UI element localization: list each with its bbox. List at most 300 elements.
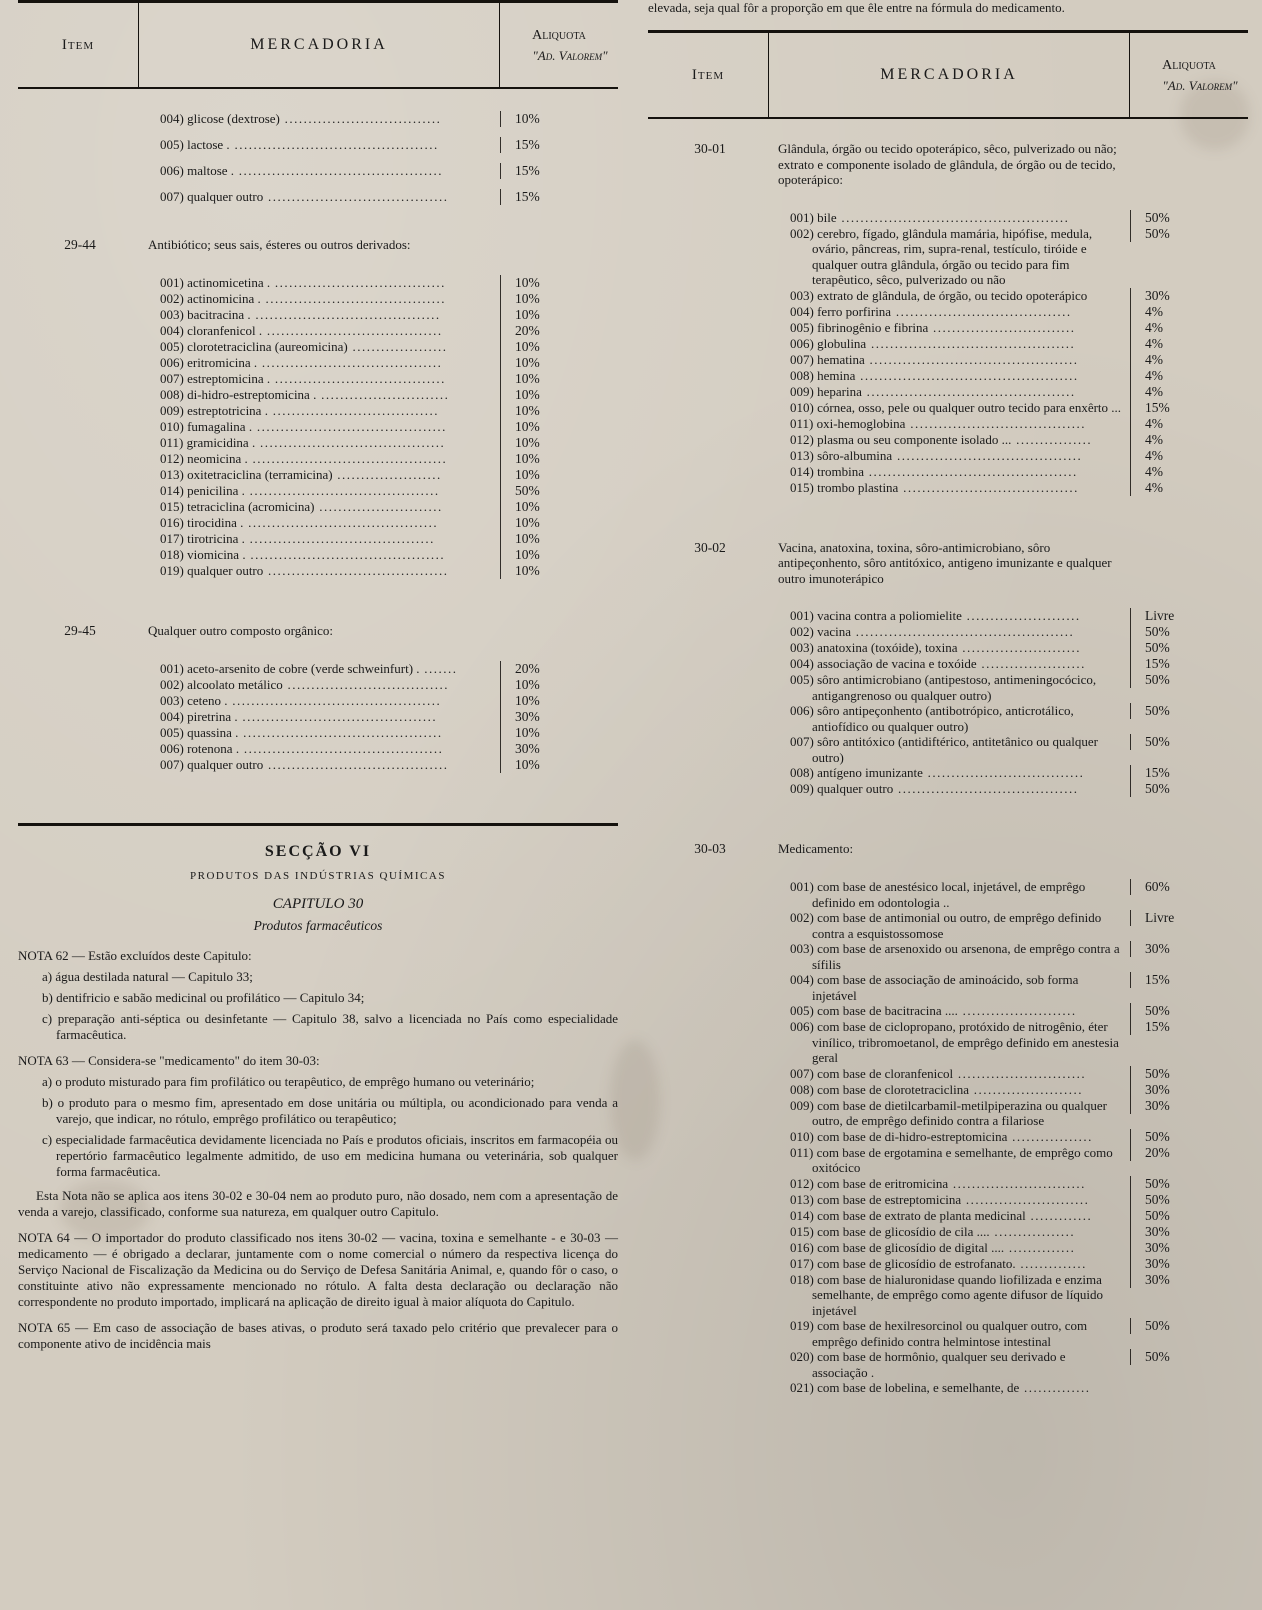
row-spacer [648, 1418, 1248, 1440]
row-code: 006) [790, 703, 814, 718]
header-item: Item [61, 36, 95, 53]
row-desc-text: fibrinogênio e fibrina [817, 319, 929, 335]
row-desc-text: glicose (dextrose) [187, 111, 280, 126]
group-title: Glândula, órgão ou tecido opoterápico, sêco, pulverizado ou não; extrato e componente isolado de glândula, de órgão ou de tecido, opoterápico: [778, 141, 1117, 187]
row-code: 004) [790, 303, 814, 319]
row-desc-text: com base de di-hidro-estreptomicina [817, 1128, 1008, 1144]
row-rate: 10% [500, 757, 618, 773]
row-description [768, 288, 1130, 304]
leader-dots: ........................................ [252, 419, 447, 434]
row-rate: 4% [1130, 320, 1248, 336]
leader-dots: ....................................... [892, 447, 1083, 463]
row-desc-text: com base de hexilresorcinol ou qualquer outro, com emprêgo definido contra helmintose intestinal [812, 1318, 1088, 1349]
leader-dots: ....... [419, 661, 458, 676]
table-row [648, 1082, 1248, 1098]
row-description [768, 1318, 1130, 1349]
table-row [18, 483, 618, 499]
leader-dots: ..................................... [262, 323, 443, 338]
leader-dots: ............................................ [227, 693, 442, 708]
leader-dots: .................... [347, 339, 448, 354]
row-description [768, 1098, 1130, 1129]
row-code: 001) [790, 879, 814, 894]
row-rate: 15% [1130, 1019, 1248, 1035]
row-description [768, 226, 1130, 288]
row-rate: 50% [1130, 1208, 1248, 1224]
row-description [138, 163, 500, 179]
nota-text: Estão excluídos deste Capitulo: [88, 948, 252, 963]
row-rate: Livre [1130, 910, 1248, 926]
row-desc-text: sôro antitóxico (antidiftérico, antitetânico ou qualquer outro) [812, 734, 1098, 765]
row-rate: 50% [1130, 1066, 1248, 1082]
leader-dots: ................................... [267, 403, 439, 418]
row-desc-text: viomicina . [187, 547, 246, 562]
table-row [18, 677, 618, 693]
row-description [138, 531, 500, 547]
row-desc-text: actinomicetina . [187, 275, 271, 290]
row-rate: 60% [1130, 879, 1248, 895]
row-desc-text: anatoxina (toxóide), toxina [817, 640, 958, 655]
row-description [768, 781, 1130, 797]
table-bottom-rule [18, 823, 618, 826]
table-row [648, 1145, 1248, 1176]
table-row [18, 515, 618, 531]
nota-label: NOTA 65 — [18, 1320, 89, 1335]
row-code: 003) [160, 693, 184, 708]
row-code: 007) [160, 371, 184, 386]
row-rate: 50% [1130, 1192, 1248, 1208]
row-description [768, 304, 1130, 320]
row-rate: 15% [500, 163, 618, 179]
row-rate: 30% [1130, 1256, 1248, 1272]
row-description [138, 307, 500, 323]
leader-dots: ............................................ [864, 463, 1078, 479]
right-table-rows [648, 119, 1248, 1440]
table-row [648, 734, 1248, 765]
row-rate: 10% [500, 419, 618, 435]
row-code: 021) [790, 1380, 814, 1395]
table-row [18, 355, 618, 371]
table-row [18, 725, 618, 741]
table-row [648, 1349, 1248, 1380]
row-desc-text: sôro-albumina [817, 447, 893, 463]
row-description [138, 467, 500, 483]
row-description [768, 608, 1130, 624]
row-rate: 4% [1130, 464, 1248, 480]
row-code: 017) [790, 1255, 814, 1271]
row-desc-text: associação de vacina e toxóide [817, 656, 977, 671]
row-code: 011) [160, 435, 184, 450]
leader-dots: .................................. [282, 677, 449, 692]
row-rate: 10% [500, 677, 618, 693]
table-row [648, 703, 1248, 734]
row-desc-text: maltose . [187, 163, 235, 178]
row-code: 005) [160, 339, 184, 354]
row-rate: 4% [1130, 304, 1248, 320]
row-desc-text: com base de lobelina, e semelhante, de [817, 1380, 1020, 1395]
leader-dots: ......................................... [237, 709, 438, 724]
leader-dots: ............................................ [864, 351, 1079, 367]
row-description [768, 400, 1130, 416]
row-item-code: 30-01 [694, 141, 726, 156]
table-row [18, 623, 618, 639]
row-rate: 30% [500, 741, 618, 757]
row-description [768, 734, 1130, 765]
row-description [768, 352, 1130, 368]
group-title: Medicamento: [778, 841, 854, 856]
row-rate: 10% [500, 467, 618, 483]
table-row [648, 972, 1248, 1003]
row-description [768, 910, 1130, 941]
row-desc-text: córnea, osso, pele ou qualquer outro tecido para enxêrto ... [817, 399, 1122, 415]
row-description [138, 741, 500, 757]
row-desc-text: com base de antimonial ou outro, de emprêgo definido contra a esquistossomose [812, 910, 1102, 941]
row-code: 016) [790, 1239, 814, 1255]
leader-dots: ..................................... [905, 415, 1086, 431]
header-aliquota-sub: "Ad. Valorem" [1162, 77, 1238, 93]
row-description [768, 1272, 1130, 1319]
row-code: 019) [160, 563, 184, 578]
leader-dots: ...................................... [263, 563, 449, 578]
table-row [18, 547, 618, 563]
nota-paragraph-extra: Esta Nota não se aplica aos itens 30-02 e 30-04 nem ao produto puro, não dosado, nem com a apresentação de venda a varejo, classificado, conforme sua natureza, em qualquer outro Capitulo. [18, 1188, 618, 1219]
table-row [648, 1192, 1248, 1208]
table-row [648, 1098, 1248, 1129]
row-rate: 10% [500, 693, 618, 709]
row-description [768, 1380, 1130, 1396]
table-row [648, 141, 1248, 188]
header-item: Item [691, 66, 725, 83]
row-desc-text: ferro porfirina [817, 303, 892, 319]
row-desc-text: bile [817, 209, 837, 225]
row-spacer [18, 579, 618, 601]
table-row [18, 435, 618, 451]
row-rate: 30% [1130, 1224, 1248, 1240]
table-row [648, 781, 1248, 797]
row-spacer [648, 188, 1248, 210]
row-rate: 50% [1130, 781, 1248, 797]
row-desc-text: estreptomicina . [187, 371, 271, 386]
row-desc-text: ceteno . [187, 693, 228, 708]
row-code: 006) [790, 335, 814, 351]
row-rate: 50% [1130, 226, 1248, 242]
table-row [18, 137, 618, 153]
row-code: 014) [790, 463, 814, 479]
table-row [648, 1256, 1248, 1272]
row-rate: 10% [500, 307, 618, 323]
table-row [648, 1272, 1248, 1319]
nota-label: NOTA 63 — [18, 1053, 85, 1068]
row-rate: 4% [1130, 368, 1248, 384]
row-rate: 10% [500, 531, 618, 547]
row-code: 011) [790, 1144, 814, 1160]
row-code: 002) [160, 677, 184, 692]
row-rate: 50% [1130, 1176, 1248, 1192]
leader-dots: ........................................... [866, 335, 1076, 351]
row-code: 005) [160, 137, 184, 152]
leader-dots: .............................................. [855, 367, 1079, 383]
row-code: 006) [160, 355, 184, 370]
row-spacer [18, 639, 618, 661]
row-rate: 50% [1130, 1003, 1248, 1019]
nota-text: Considera-se "medicamento" do item 30-03: [88, 1053, 320, 1068]
row-rate: 10% [500, 371, 618, 387]
right-column [648, 0, 1248, 1610]
leader-dots: ...................... [976, 656, 1086, 671]
row-rate: 30% [500, 709, 618, 725]
table-row [648, 624, 1248, 640]
table-row [648, 1129, 1248, 1145]
row-code: 001) [160, 275, 184, 290]
row-description [768, 210, 1130, 226]
row-description [768, 320, 1130, 336]
row-rate: 10% [500, 499, 618, 515]
nota-label: NOTA 64 — [18, 1230, 88, 1245]
row-description [768, 480, 1130, 496]
row-code: 010) [160, 419, 184, 434]
row-rate: 10% [500, 387, 618, 403]
row-description [768, 1082, 1130, 1098]
row-rate: 4% [1130, 448, 1248, 464]
row-description [768, 672, 1130, 703]
leader-dots: ................. [989, 1223, 1076, 1239]
row-rate: 4% [1130, 336, 1248, 352]
row-rate: 4% [1130, 352, 1248, 368]
row-desc-text: alcoolato metálico [187, 677, 283, 692]
leader-dots: ........................................... [229, 137, 439, 152]
row-code: 008) [790, 765, 814, 780]
table-row [18, 757, 618, 773]
row-code: 010) [790, 399, 814, 415]
table-row [18, 499, 618, 515]
table-row [18, 275, 618, 291]
row-desc-text: bacitracina . [187, 307, 251, 322]
leader-dots: ...................................... [260, 291, 446, 306]
table-row [648, 226, 1248, 288]
row-description [138, 323, 500, 339]
row-rate: 4% [1130, 432, 1248, 448]
row-spacer [648, 518, 1248, 540]
row-rate: 50% [1130, 640, 1248, 656]
row-description [138, 677, 500, 693]
row-rate: 15% [500, 189, 618, 205]
row-desc-text: com base de dietilcarbamil-metilpiperazina ou qualquer outro, de emprêgo definido contra a filariose [812, 1097, 1107, 1128]
row-description [138, 339, 500, 355]
table-header-right [648, 30, 1248, 119]
row-description [768, 1208, 1130, 1224]
leader-dots: ....................................... [250, 307, 441, 322]
nota-paragraph [18, 948, 618, 964]
table-row [648, 1176, 1248, 1192]
row-rate: 10% [500, 547, 618, 563]
row-rate: 30% [1130, 288, 1248, 304]
row-desc-text: trombo plastina [817, 479, 899, 495]
row-code: 004) [160, 709, 184, 724]
row-rate: 50% [1130, 624, 1248, 640]
row-code: 002) [790, 624, 814, 639]
row-spacer [18, 601, 618, 623]
row-rate: 15% [1130, 400, 1248, 416]
section-subheading: PRODUTOS DAS INDÚSTRIAS QUÍMICAS [190, 870, 446, 882]
row-rate: 10% [500, 515, 618, 531]
row-desc-text: fumagalina . [187, 419, 253, 434]
table-row [648, 400, 1248, 416]
table-row [648, 1208, 1248, 1224]
row-code: 007) [160, 757, 184, 772]
leader-dots: ................................. [279, 111, 442, 126]
row-code: 003) [790, 941, 814, 956]
table-header-left [18, 0, 618, 89]
row-description [138, 137, 500, 153]
row-code: 013) [160, 467, 184, 482]
leader-dots: .............. [1015, 1255, 1087, 1271]
row-spacer [18, 215, 618, 237]
row-rate: 15% [1130, 972, 1248, 988]
table-row [18, 323, 618, 339]
row-rate: 30% [1130, 1272, 1248, 1288]
left-column [18, 0, 618, 1610]
section-vi-block [18, 844, 618, 1352]
row-desc-text: com base de estreptomicina [817, 1191, 962, 1207]
row-desc-text: com base de glicosídio de estrofanato. [817, 1255, 1016, 1271]
row-desc-text: eritromicina . [187, 355, 258, 370]
nota-text: O importador do produto classificado nos itens 30-02 — vacina, toxina e semelhante - e 30-03 — medicamento — é obrigado a declarar, juntamente com o nome comercial o número da respectiva licença do Serviço Nacional de Fiscalização da Medicina ou do Serviço de Defesa Sanitária Animal, e, quando fôr o caso, o constituinte ativo não expressamente mencionado no rótulo. A falta desta declaração ou declaração não correspondente no produto importado, implicará na aplicação de direito igual à maior alíquota do Capitulo. [18, 1230, 618, 1309]
row-desc-text: oxitetraciclina (terramicina) [187, 467, 333, 482]
row-spacer [18, 795, 618, 817]
leader-dots: .............. [1019, 1380, 1091, 1395]
row-code: 003) [160, 307, 184, 322]
row-description [138, 563, 500, 579]
row-desc-text: vacina [817, 624, 852, 639]
row-description [768, 336, 1130, 352]
row-code: 003) [790, 287, 814, 303]
row-description [768, 703, 1130, 734]
row-spacer [18, 205, 618, 215]
row-description [768, 1192, 1130, 1208]
row-desc-text: sôro antipeçonhento (antibotrópico, anticrotálico, antiofídico ou qualquer outro) [812, 703, 1074, 734]
left-table-rows [18, 89, 618, 826]
row-description [768, 1224, 1130, 1240]
table-row [18, 111, 618, 127]
row-desc-text: di-hidro-estreptomicina . [187, 387, 317, 402]
row-desc-text: heparina [817, 383, 862, 399]
table-row [18, 531, 618, 547]
row-rate: 4% [1130, 416, 1248, 432]
row-rate: 30% [1130, 1098, 1248, 1114]
chapter-subheading: Produtos farmacêuticos [253, 918, 383, 933]
row-desc-text: tirocidina . [187, 515, 244, 530]
row-description [768, 1176, 1130, 1192]
row-code: 008) [160, 387, 184, 402]
row-rate: 10% [500, 291, 618, 307]
leader-dots: ................................................ [836, 209, 1070, 225]
row-code: 001) [790, 608, 814, 623]
row-code: 002) [160, 291, 184, 306]
row-code: 004) [160, 111, 184, 126]
row-desc-text: actinomicina . [187, 291, 261, 306]
row-desc-text: tirotricina . [187, 531, 245, 546]
row-description [138, 709, 500, 725]
table-row [648, 1318, 1248, 1349]
row-description [138, 419, 500, 435]
row-rate: 15% [1130, 656, 1248, 672]
table-row [648, 910, 1248, 941]
row-desc-text: cerebro, fígado, glândula mamária, hipófise, medula, ovário, pâncreas, rim, supra-renal, testículo, tiróide e qualquer outra glândula, órgão ou tecido para fim terapêutico, sêco, pulverizado ou não [812, 225, 1093, 287]
row-item-code: 29-44 [64, 237, 96, 252]
table-row [648, 765, 1248, 781]
row-desc-text: com base de hialuronidase quando liofilizada e enzima semelhante, de emprêgo como agente difusor de líquido injetável [812, 1271, 1103, 1318]
leader-dots: ........................................ [243, 515, 439, 530]
leader-dots: ...................................... [893, 781, 1079, 796]
row-code: 020) [790, 1349, 814, 1364]
row-rate: 50% [500, 483, 618, 499]
leader-dots: ........................................... [234, 163, 444, 178]
row-rate: 15% [500, 137, 618, 153]
row-desc-text: com base de anestésico local, injetável, de emprêgo definido em odontologia .. [812, 879, 1086, 910]
row-description [768, 972, 1130, 1003]
table-row [648, 1380, 1248, 1396]
leader-dots: ............................................ [861, 383, 1076, 399]
header-aliquota-label: Aliquota [1162, 57, 1216, 73]
row-desc-text: gramicidina . [186, 435, 256, 450]
leader-dots: .................................... [270, 371, 446, 386]
row-item-code: 29-45 [64, 623, 96, 638]
row-rate: 10% [500, 563, 618, 579]
nota-item: b) o produto para o mesmo fim, apresentado em dose unitária ou múltipla, ou acondicionado para venda a varejo, que indicar, no rótulo, emprêgo profilático ou terapêutico; [42, 1095, 618, 1126]
table-row [648, 1019, 1248, 1066]
row-desc-text: vacina contra a poliomielite [817, 608, 962, 623]
row-code: 019) [790, 1318, 814, 1333]
table-row [18, 307, 618, 323]
nota-paragraph [18, 1053, 618, 1069]
row-description [138, 515, 500, 531]
row-code: 015) [160, 499, 184, 514]
leader-dots: ....................................... [244, 531, 435, 546]
table-row [648, 368, 1248, 384]
row-code: 018) [790, 1271, 814, 1287]
header-aliquota-label: Aliquota [532, 27, 586, 43]
nota-item: c) especialidade farmacêutica devidamente licenciada no País e produtos oficiais, inscritos em farmacopéia ou repertório farmacêutico legalmente admitido, de uso em medicina humana ou veterinária, sob qualquer forma farmacêutica. [42, 1132, 618, 1179]
row-rate: 30% [1130, 1082, 1248, 1098]
row-code: 014) [790, 1207, 814, 1223]
leader-dots: ........................ [961, 608, 1081, 623]
header-mercadoria: MERCADORIA [250, 36, 388, 53]
table-row [18, 387, 618, 403]
row-description [768, 416, 1130, 432]
row-code: 012) [790, 431, 814, 447]
table-row [648, 540, 1248, 587]
row-description [138, 661, 500, 677]
leader-dots: ....................... [969, 1081, 1084, 1097]
row-desc-text: qualquer outro [187, 189, 264, 204]
row-rate: 10% [500, 725, 618, 741]
row-spacer [648, 819, 1248, 841]
row-code: 004) [790, 972, 814, 987]
nota-item: a) o produto misturado para fim profilático ou terapêutico, de emprêgo humano ou veterinário; [42, 1074, 535, 1089]
row-rate: 50% [1130, 210, 1248, 226]
row-rate: 10% [500, 435, 618, 451]
header-mercadoria: MERCADORIA [880, 66, 1018, 83]
row-desc-text: com base de ciclopropano, protóxido de nitrogênio, éter vinílico, tribromoetanol, de emprêgo definido em anestesia geral [812, 1019, 1119, 1065]
leader-dots: ......................... [957, 640, 1082, 655]
row-code: 014) [160, 483, 184, 498]
row-rate: 15% [1130, 765, 1248, 781]
table-row [18, 451, 618, 467]
row-code: 009) [790, 383, 814, 399]
row-description [768, 384, 1130, 400]
nota-item: c) preparação anti-séptica ou desinfetante — Capitulo 38, salvo a licenciada no País como especialidade farmacêutica. [42, 1011, 618, 1042]
row-code: 016) [160, 515, 184, 530]
leader-dots: ..................................... [891, 303, 1072, 319]
